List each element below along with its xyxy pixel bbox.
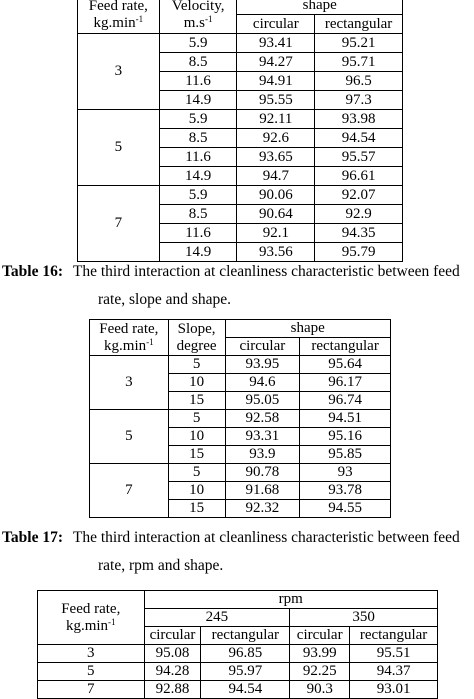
cell-circular: 93.41 xyxy=(237,34,315,53)
cell-rectangular: 96.5 xyxy=(315,72,403,91)
group-feed-rate: 3 xyxy=(90,356,169,410)
cell-slope: 10 xyxy=(168,374,225,392)
cell-velocity: 8.5 xyxy=(159,53,237,72)
cell-circular: 94.27 xyxy=(237,53,315,72)
cell-circular: 92.6 xyxy=(237,129,315,148)
header-rectangular: rectangular xyxy=(300,338,391,356)
cell-circular: 94.91 xyxy=(237,72,315,91)
cell-slope: 10 xyxy=(168,482,225,500)
cell-circular: 94.7 xyxy=(237,167,315,186)
cell-velocity: 11.6 xyxy=(159,148,237,167)
cell-rectangular: 93.01 xyxy=(350,681,438,699)
cell-rectangular: 95.64 xyxy=(300,356,391,374)
cell-slope: 15 xyxy=(168,446,225,464)
cell-circular: 90.64 xyxy=(237,205,315,224)
cell-velocity: 14.9 xyxy=(159,243,237,262)
cell-rectangular: 95.57 xyxy=(315,148,403,167)
cell-circular: 90.06 xyxy=(237,186,315,205)
cell-slope: 15 xyxy=(168,392,225,410)
cell-circular: 95.55 xyxy=(237,91,315,110)
cell-slope: 5 xyxy=(168,410,225,428)
cell-rectangular: 97.3 xyxy=(315,91,403,110)
cell-circular: 91.68 xyxy=(225,482,300,500)
header-velocity xyxy=(159,0,237,34)
cell-velocity: 14.9 xyxy=(159,167,237,186)
group-feed-rate: 5 xyxy=(90,410,169,464)
header-rectangular: rectangular xyxy=(350,627,438,645)
group-feed-rate: 7 xyxy=(90,464,169,518)
cell-slope: 10 xyxy=(168,428,225,446)
cell-circular: 93.65 xyxy=(237,148,315,167)
table-16-caption-cont xyxy=(98,291,231,309)
header-velocity-unit: m.s xyxy=(183,15,205,31)
header-slope xyxy=(168,320,225,356)
cell-rectangular: 95.85 xyxy=(300,446,391,464)
cell-rectangular: 96.17 xyxy=(300,374,391,392)
cell-rectangular: 95.79 xyxy=(315,243,403,262)
header-feed-rate xyxy=(78,0,160,34)
header-rectangular: rectangular xyxy=(315,15,403,34)
table-16 xyxy=(89,319,391,518)
caption-label: Table 16: xyxy=(2,263,64,280)
caption-text: rate, rpm and shape. xyxy=(98,557,224,574)
header-circular: circular xyxy=(144,627,201,645)
cell-circular: 95.08 xyxy=(144,645,201,663)
cell-circular: 93.31 xyxy=(225,428,300,446)
cell-circular: 93.56 xyxy=(237,243,315,262)
cell-rectangular: 93.78 xyxy=(300,482,391,500)
header-feed-rate-unit: kg.min xyxy=(93,15,136,31)
header-feed-rate-sup: -1 xyxy=(108,616,116,627)
cell-circular: 95.05 xyxy=(225,392,300,410)
cell-rectangular: 94.54 xyxy=(201,681,290,699)
table-15 xyxy=(77,0,403,262)
cell-velocity: 11.6 xyxy=(159,224,237,243)
header-rectangular: rectangular xyxy=(201,627,290,645)
cell-rectangular: 94.37 xyxy=(350,663,438,681)
header-circular: circular xyxy=(225,338,300,356)
cell-feed-rate: 5 xyxy=(38,663,145,681)
cell-slope: 5 xyxy=(168,356,225,374)
cell-circular: 92.11 xyxy=(237,110,315,129)
cell-circular: 90.78 xyxy=(225,464,300,482)
cell-rectangular: 94.54 xyxy=(315,129,403,148)
cell-circular: 92.1 xyxy=(237,224,315,243)
cell-circular: 93.99 xyxy=(290,645,350,663)
cell-circular: 92.58 xyxy=(225,410,300,428)
header-feed-rate-unit: kg.min xyxy=(65,617,109,634)
cell-rectangular: 95.97 xyxy=(201,663,290,681)
header-feed-rate-label: Feed rate, xyxy=(61,600,121,617)
group-feed-rate: 3 xyxy=(78,34,160,110)
cell-circular: 90.3 xyxy=(290,681,350,699)
cell-velocity: 8.5 xyxy=(159,129,237,148)
cell-rectangular: 94.35 xyxy=(315,224,403,243)
table-17 xyxy=(37,590,438,699)
header-slope-unit: degree xyxy=(176,337,217,354)
header-shape: shape xyxy=(225,320,390,338)
cell-circular: 94.28 xyxy=(144,663,201,681)
table-16-caption xyxy=(2,263,460,281)
cell-slope: 5 xyxy=(168,464,225,482)
cell-velocity: 5.9 xyxy=(159,110,237,129)
cell-rectangular: 95.71 xyxy=(315,53,403,72)
cell-rectangular: 93.98 xyxy=(315,110,403,129)
header-circular: circular xyxy=(290,627,350,645)
cell-rectangular: 92.9 xyxy=(315,205,403,224)
header-feed-rate xyxy=(38,591,145,645)
header-slope-label: Slope, xyxy=(177,320,216,337)
caption-label: Table 17: xyxy=(2,529,64,546)
caption-text: rate, slope and shape. xyxy=(98,291,231,308)
group-feed-rate: 7 xyxy=(78,186,160,262)
cell-velocity: 8.5 xyxy=(159,205,237,224)
header-circular: circular xyxy=(237,15,315,34)
header-feed-rate-sup: -1 xyxy=(146,336,154,347)
cell-rectangular: 94.51 xyxy=(300,410,391,428)
header-feed-rate-label: Feed rate, xyxy=(99,320,159,337)
header-velocity-sup: -1 xyxy=(204,14,213,24)
cell-velocity: 5.9 xyxy=(159,34,237,53)
header-feed-rate-label: Feed rate, xyxy=(88,0,148,14)
cell-circular: 92.32 xyxy=(225,500,300,518)
header-feed-rate-unit: kg.min xyxy=(104,337,147,354)
cell-velocity: 11.6 xyxy=(159,72,237,91)
header-rpm-245: 245 xyxy=(144,609,290,627)
cell-feed-rate: 3 xyxy=(38,645,145,663)
header-rpm-350: 350 xyxy=(290,609,438,627)
cell-slope: 15 xyxy=(168,500,225,518)
caption-text: The third interaction at cleanliness characteristic between feed xyxy=(72,529,460,546)
cell-circular: 94.6 xyxy=(225,374,300,392)
cell-circular: 92.88 xyxy=(144,681,201,699)
cell-rectangular: 95.51 xyxy=(350,645,438,663)
cell-circular: 93.9 xyxy=(225,446,300,464)
cell-circular: 93.95 xyxy=(225,356,300,374)
cell-rectangular: 96.74 xyxy=(300,392,391,410)
cell-rectangular: 93 xyxy=(300,464,391,482)
table-17-caption-cont xyxy=(98,557,223,575)
header-velocity-label: Velocity, xyxy=(171,0,225,14)
cell-feed-rate: 7 xyxy=(38,681,145,699)
cell-rectangular: 96.85 xyxy=(201,645,290,663)
table-17-caption xyxy=(2,529,460,547)
cell-velocity: 5.9 xyxy=(159,186,237,205)
cell-rectangular: 95.16 xyxy=(300,428,391,446)
cell-rectangular: 92.07 xyxy=(315,186,403,205)
cell-rectangular: 96.61 xyxy=(315,167,403,186)
header-rpm: rpm xyxy=(144,591,437,609)
cell-rectangular: 95.21 xyxy=(315,34,403,53)
cell-rectangular: 94.55 xyxy=(300,500,391,518)
header-shape: shape xyxy=(237,0,403,15)
caption-text: The third interaction at cleanliness characteristic between feed xyxy=(72,263,460,280)
header-feed-rate-sup: -1 xyxy=(135,14,144,24)
cell-velocity: 14.9 xyxy=(159,91,237,110)
group-feed-rate: 5 xyxy=(78,110,160,186)
cell-circular: 92.25 xyxy=(290,663,350,681)
header-feed-rate xyxy=(90,320,169,356)
